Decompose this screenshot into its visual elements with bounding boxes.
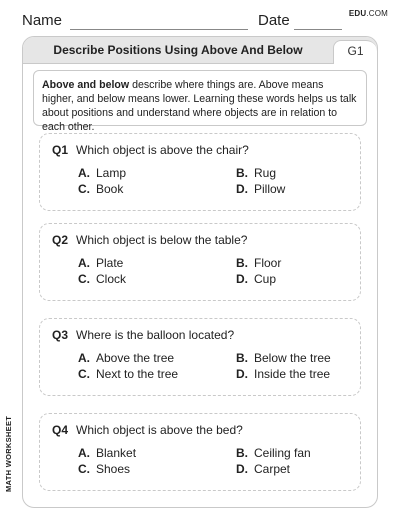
option-text: Inside the tree	[254, 367, 331, 381]
option-text: Below the tree	[254, 351, 331, 365]
option-a[interactable]	[78, 446, 136, 460]
option-letter: B.	[236, 166, 248, 180]
option-letter: D.	[236, 367, 248, 381]
date-line[interactable]	[294, 29, 342, 30]
option-text: Floor	[254, 256, 282, 270]
option-letter: C.	[78, 272, 90, 286]
option-letter: D.	[236, 182, 248, 196]
intro-text: describe where things are. Above means higher, and below means lower. Learning these words helps us talk about positions and understand where objects are in relation to each other.	[42, 79, 357, 133]
option-letter: A.	[78, 351, 90, 365]
option-letter: D.	[236, 462, 248, 476]
option-b[interactable]	[236, 351, 331, 365]
option-b[interactable]	[236, 256, 281, 270]
date-label: Date	[258, 12, 290, 29]
worksheet-header	[23, 37, 377, 64]
option-d[interactable]	[236, 182, 285, 196]
option-letter: C.	[78, 367, 90, 381]
question-title	[52, 143, 249, 157]
option-d[interactable]	[236, 367, 330, 381]
option-c[interactable]	[78, 367, 178, 381]
option-text: Blanket	[96, 446, 137, 460]
brand-name: EDU	[348, 9, 367, 18]
option-c[interactable]	[78, 182, 123, 196]
option-text: Clock	[96, 272, 127, 286]
option-text: Book	[96, 182, 124, 196]
option-letter: B.	[236, 351, 248, 365]
option-letter: A.	[78, 166, 90, 180]
option-letter: B.	[236, 446, 248, 460]
grade-badge: G1	[333, 40, 377, 64]
option-d[interactable]	[236, 272, 276, 286]
name-line[interactable]	[70, 29, 248, 30]
question-card	[39, 318, 361, 396]
brand-domain: .COM	[366, 9, 388, 18]
option-letter: C.	[78, 182, 90, 196]
option-c[interactable]	[78, 272, 126, 286]
worksheet-title: Describe Positions Using Above And Below	[53, 43, 303, 57]
name-label: Name	[22, 12, 63, 29]
question-number: Q4	[52, 423, 69, 437]
question-title	[52, 233, 247, 247]
question-number: Q1	[52, 143, 69, 157]
option-a[interactable]	[78, 166, 126, 180]
name-date-row	[22, 12, 322, 32]
option-d[interactable]	[236, 462, 290, 476]
side-label-wrap	[4, 412, 16, 492]
question-text: Which object is below the table?	[76, 233, 248, 247]
option-text: Cup	[254, 272, 277, 286]
question-card	[39, 223, 361, 301]
question-text: Where is the balloon located?	[76, 328, 235, 342]
question-title	[52, 423, 243, 437]
option-b[interactable]	[236, 166, 276, 180]
question-card	[39, 133, 361, 211]
question-number: Q3	[52, 328, 69, 342]
option-text: Ceiling fan	[254, 446, 311, 460]
side-label: MATH WORKSHEET	[4, 415, 13, 492]
option-text: Lamp	[96, 166, 127, 180]
option-text: Pillow	[254, 182, 286, 196]
option-text: Above the tree	[96, 351, 175, 365]
option-letter: D.	[236, 272, 248, 286]
option-letter: C.	[78, 462, 90, 476]
brand-logo	[349, 9, 388, 18]
intro-bold: Above and below	[42, 79, 130, 91]
option-letter: A.	[78, 446, 90, 460]
question-number: Q2	[52, 233, 69, 247]
worksheet-card	[22, 36, 378, 508]
option-letter: A.	[78, 256, 90, 270]
option-a[interactable]	[78, 256, 123, 270]
option-text: Shoes	[96, 462, 131, 476]
question-text: Which object is above the chair?	[76, 143, 249, 157]
option-text: Plate	[96, 256, 124, 270]
option-text: Rug	[254, 166, 277, 180]
option-text: Carpet	[254, 462, 291, 476]
question-text: Which object is above the bed?	[76, 423, 243, 437]
option-b[interactable]	[236, 446, 311, 460]
question-title	[52, 328, 234, 342]
option-a[interactable]	[78, 351, 174, 365]
option-c[interactable]	[78, 462, 130, 476]
option-letter: B.	[236, 256, 248, 270]
question-card	[39, 413, 361, 491]
intro-box	[33, 70, 367, 133]
option-text: Next to the tree	[96, 367, 179, 381]
